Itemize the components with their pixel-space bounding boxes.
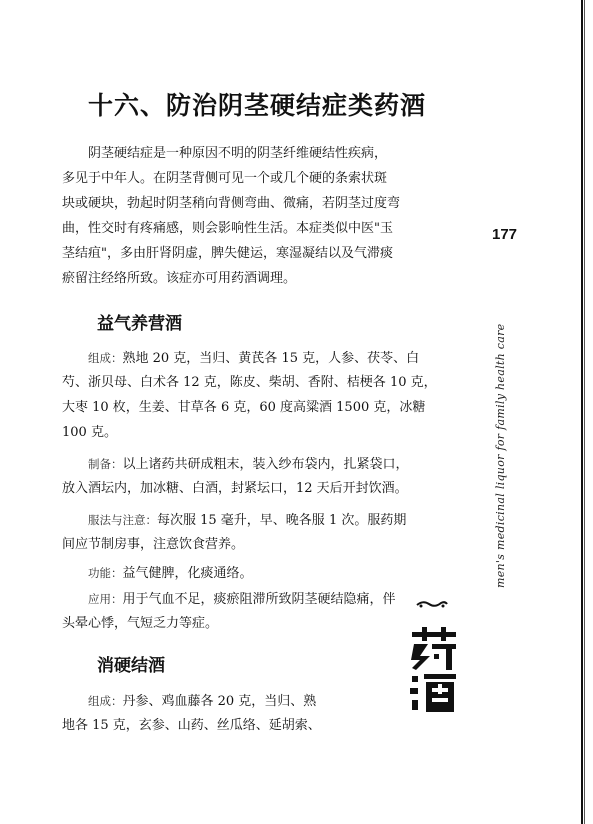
usage-line: 每次服 15 毫升，早、晚各服 1 次。服药期 [157,513,407,528]
intro-line: 块或硬块，勃起时阴茎稍向背侧弯曲、微痛，若阴茎过度弯 [62,196,401,211]
intro-line: 茎结疽"，多由肝肾阴虚，脾失健运，寒湿凝结以及气滞痰 [62,246,393,261]
side-running-text: men's medicinal liquor for family health care [494,323,507,588]
indication-line: 用于气血不足，痰瘀阻滞所致阴茎硬结隐痛，伴 [122,592,396,607]
page-number: 177 [492,226,518,243]
usage-line: 间应节制房事，注意饮食营养。 [62,537,245,552]
page-edge-rule-inner [584,0,585,824]
page-edge-rule [581,0,583,824]
composition-line: 芍、浙贝母、白术各 12 克，陈皮、柴胡、香附、桔梗各 10 克， [62,375,437,390]
preparation-label: 制备： [88,457,123,471]
intro-line: 曲，性交时有疼痛感，则会影响性生活。本症类似中医"玉 [62,221,393,236]
composition-line: 大枣 10 枚，生姜、甘草各 6 克，60 度高粱酒 1500 克，冰糖 [62,400,426,415]
composition-label: 组成： [88,694,123,708]
composition-line: 100 克。 [62,425,117,440]
indication-line: 头晕心悸，气短乏力等症。 [62,616,219,631]
preparation-line: 以上诸药共研成粗末，装入纱布袋内，扎紧袋口， [122,457,409,472]
indication-label: 应用： [88,592,123,606]
function-label: 功能： [88,566,123,580]
intro-line: 瘀留注经络所致。该症亦可用药酒调理。 [62,271,297,286]
composition-line: 熟地 20 克，当归、黄芪各 15 克，人参、茯苓、白 [122,351,420,366]
yaojiu-seal-icon [408,626,460,714]
preparation-line: 放入酒坛内，加冰糖、白酒，封紧坛口，12 天后开封饮酒。 [62,481,408,496]
recipe-title: 益气养营酒 [97,314,182,334]
function-text: 益气健脾，化痰通络。 [122,566,253,581]
composition-line: 地各 15 克，玄参、山药、丝瓜络、延胡索、 [62,718,321,733]
recipe-title: 消硬结酒 [97,656,165,676]
intro-line: 多见于中年人。在阴茎背侧可见一个或几个硬的条索状斑 [62,171,388,186]
ornament-icon [415,599,449,609]
chapter-title: 十六、防治阴茎硬结症类药酒 [88,91,427,120]
usage-label: 服法与注意： [88,513,157,527]
composition-line: 丹参、鸡血藤各 20 克，当归、熟 [122,694,317,709]
composition-label: 组成： [88,351,123,365]
intro-line: 阴茎硬结症是一种原因不明的阴茎纤维硬结性疾病， [88,146,388,161]
